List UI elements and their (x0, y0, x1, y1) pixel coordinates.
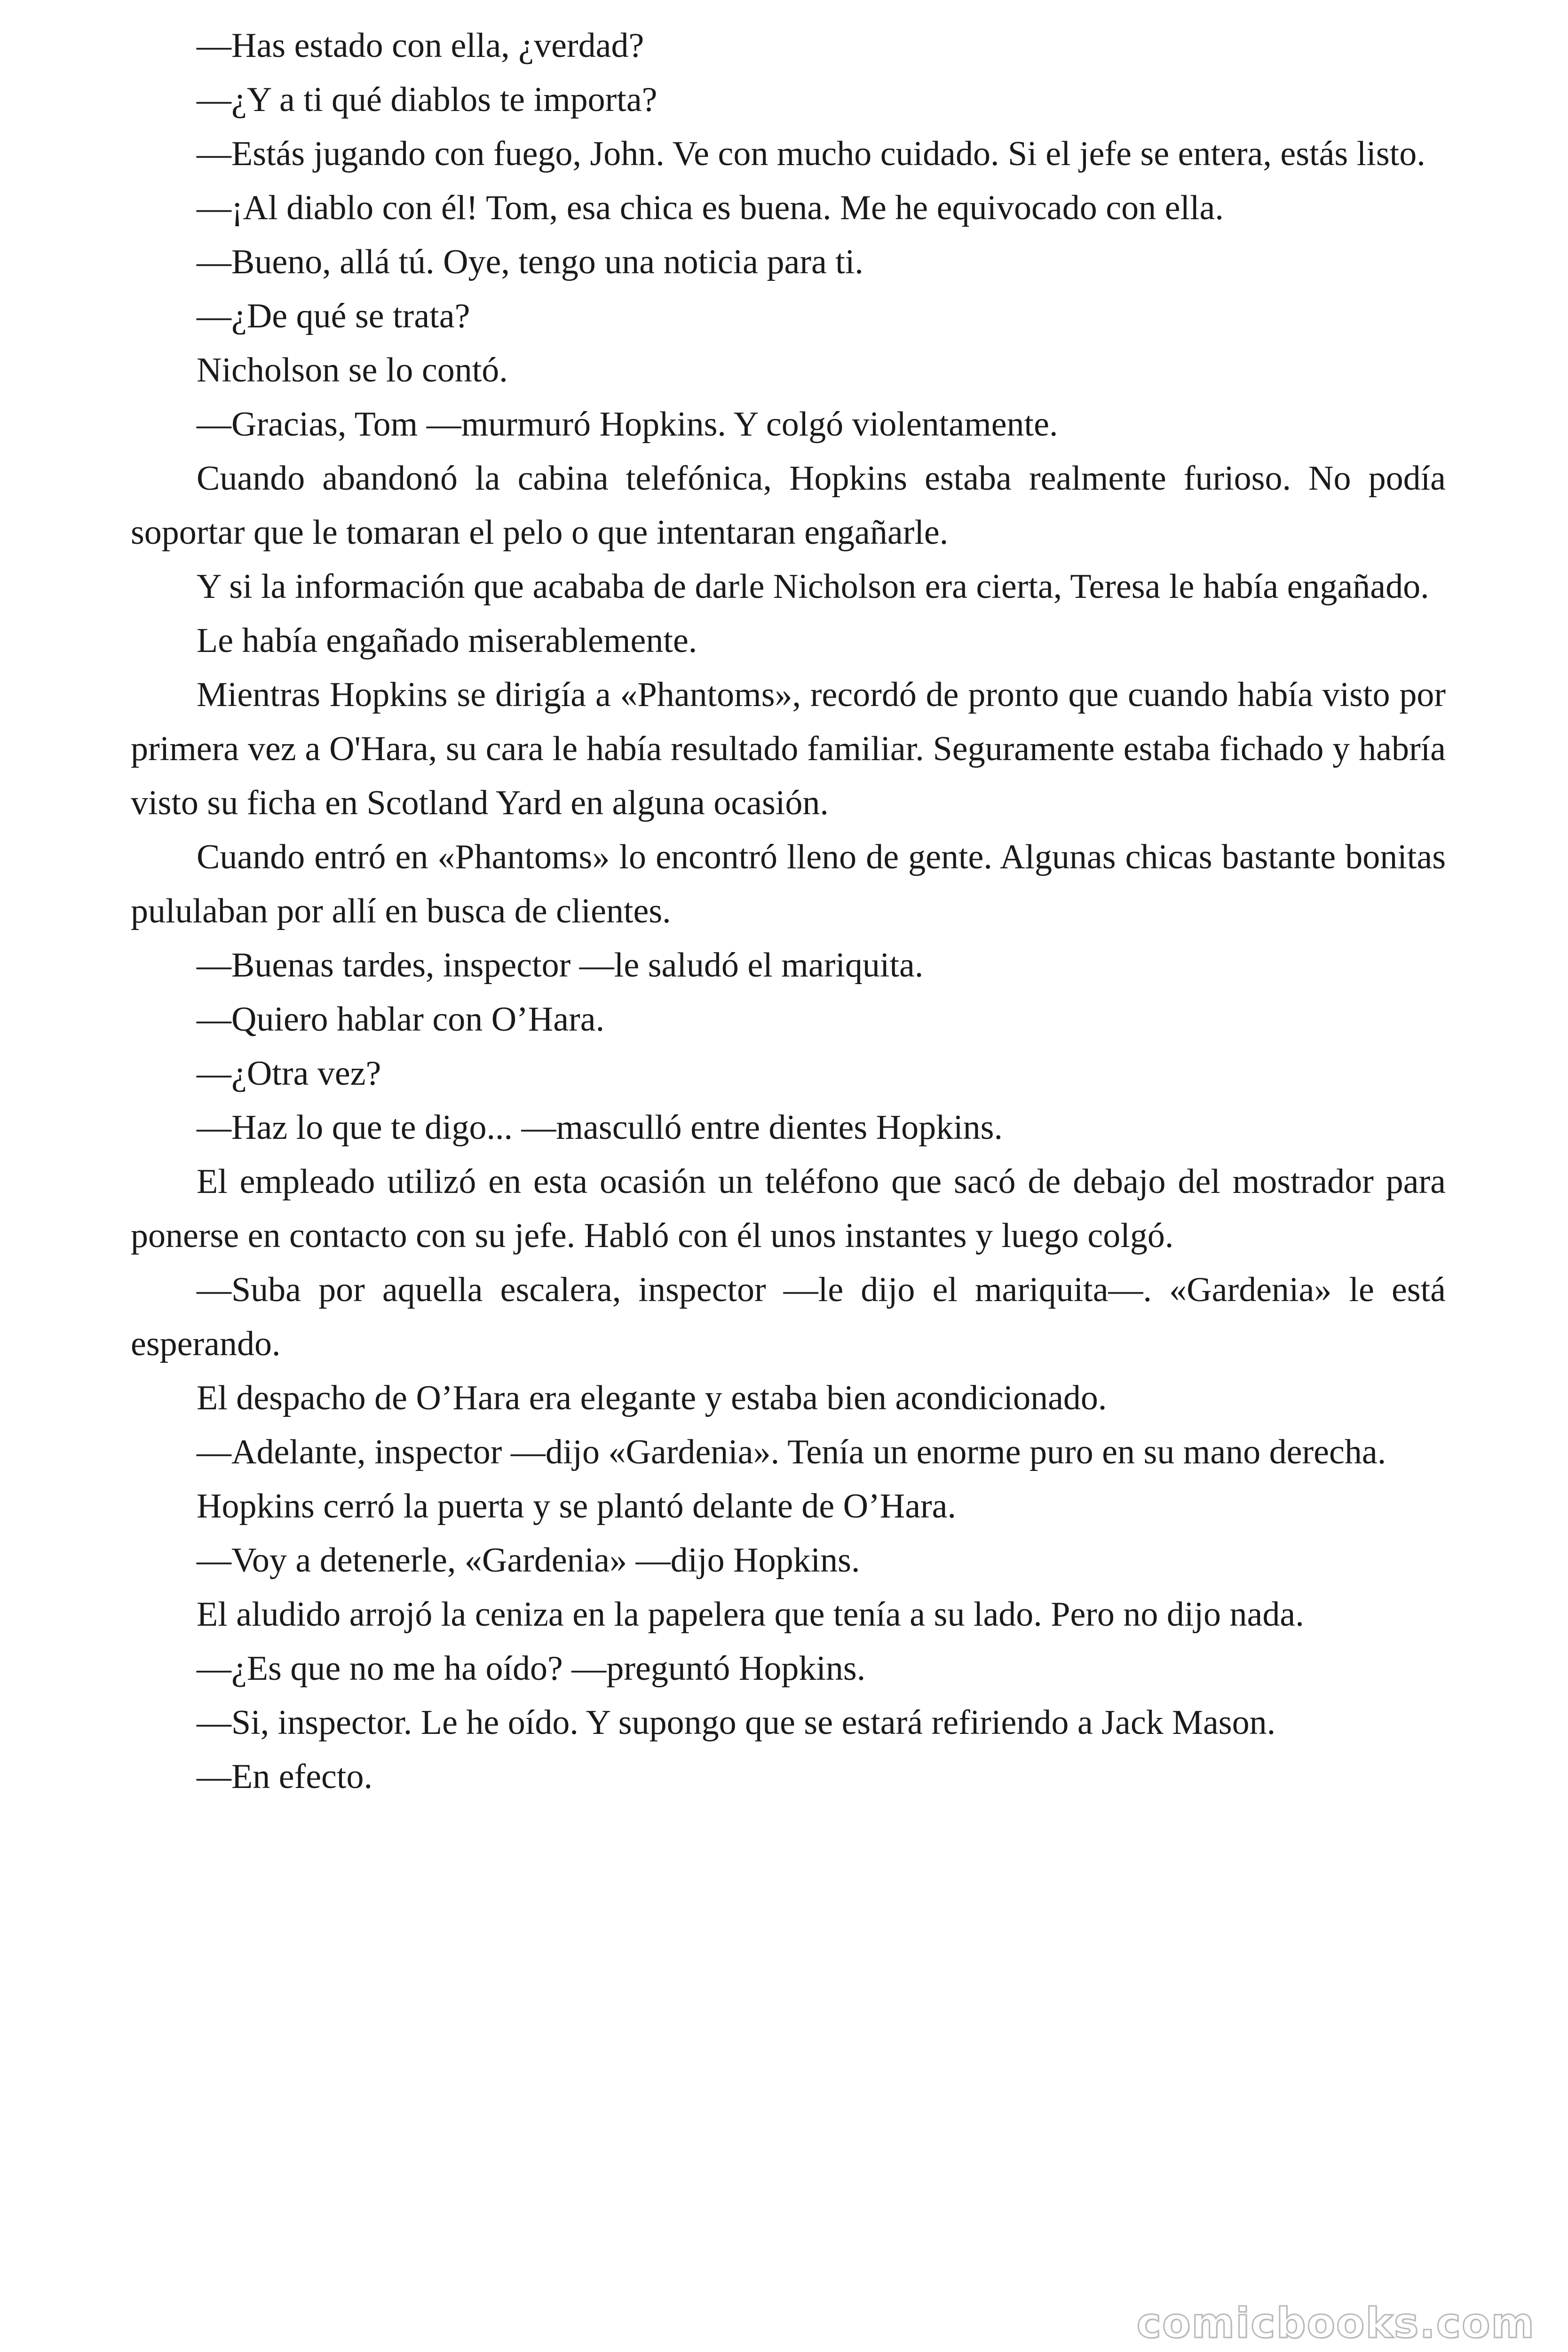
paragraph: —Buenas tardes, inspector —le saludó el mariquita. (197, 946, 924, 985)
paragraph: Cuando abandonó la cabina telefónica, Hopkins estaba realmente furioso. No podía soportar que le tomaran el pelo o que intentaran engañarle. (131, 459, 1446, 552)
paragraph: —¿De qué se trata? (197, 297, 470, 335)
paragraph: —Suba por aquella escalera, inspector —le dijo el mariquita—. «Gardenia» le está esperando. (131, 1271, 1446, 1363)
paragraph: —Adelante, inspector —dijo «Gardenia». Tenía un enorme puro en su mano derecha. (197, 1433, 1386, 1471)
paragraph: —Gracias, Tom —murmuró Hopkins. Y colgó violentamente. (197, 405, 1058, 444)
paragraph: —¡Al diablo con él! Tom, esa chica es buena. Me he equivocado con ella. (197, 189, 1224, 227)
document-page (131, 19, 1446, 1804)
paragraph: —Quiero hablar con O’Hara. (197, 1000, 605, 1039)
paragraph: —Has estado con ella, ¿verdad? (197, 26, 644, 65)
paragraph: El aludido arrojó la ceniza en la papelera que tenía a su lado. Pero no dijo nada. (197, 1595, 1304, 1634)
paragraph: Y si la información que acababa de darle Nicholson era cierta, Teresa le había engañado. (197, 567, 1429, 606)
paragraph: —¿Y a ti qué diablos te importa? (197, 80, 657, 119)
paragraph: —Voy a detenerle, «Gardenia» —dijo Hopkins. (197, 1541, 860, 1580)
watermark: comicbooks.com (1136, 2299, 1535, 2347)
paragraph: Cuando entró en «Phantoms» lo encontró lleno de gente. Algunas chicas bastante bonitas pululaban por allí en busca de clientes. (131, 838, 1446, 930)
paragraph: —Bueno, allá tú. Oye, tengo una noticia para ti. (197, 243, 863, 281)
paragraph: —Si, inspector. Le he oído. Y supongo que se estará refiriendo a Jack Mason. (197, 1703, 1276, 1742)
paragraph: Nicholson se lo contó. (197, 351, 508, 389)
paragraph: Hopkins cerró la puerta y se plantó delante de O’Hara. (197, 1487, 957, 1526)
paragraph: —¿Otra vez? (197, 1054, 381, 1093)
paragraph: —Haz lo que te digo... —masculló entre dientes Hopkins. (197, 1108, 1003, 1147)
paragraph: —Estás jugando con fuego, John. Ve con mucho cuidado. Si el jefe se entera, estás listo. (197, 135, 1425, 173)
paragraph: El despacho de O’Hara era elegante y estaba bien acondicionado. (197, 1379, 1107, 1417)
paragraph: Mientras Hopkins se dirigía a «Phantoms», recordó de pronto que cuando había visto por primera vez a O'Hara, su cara le había resultado familiar. Seguramente estaba fichado y habría visto su ficha en Scotland Yard en alguna ocasión. (131, 675, 1446, 822)
paragraph: —En efecto. (197, 1757, 372, 1796)
paragraph: Le había engañado miserablemente. (197, 621, 697, 660)
paragraph: —¿Es que no me ha oído? —preguntó Hopkins. (197, 1649, 866, 1688)
paragraph: El empleado utilizó en esta ocasión un teléfono que sacó de debajo del mostrador para ponerse en contacto con su jefe. Habló con él unos instantes y luego colgó. (131, 1162, 1446, 1255)
